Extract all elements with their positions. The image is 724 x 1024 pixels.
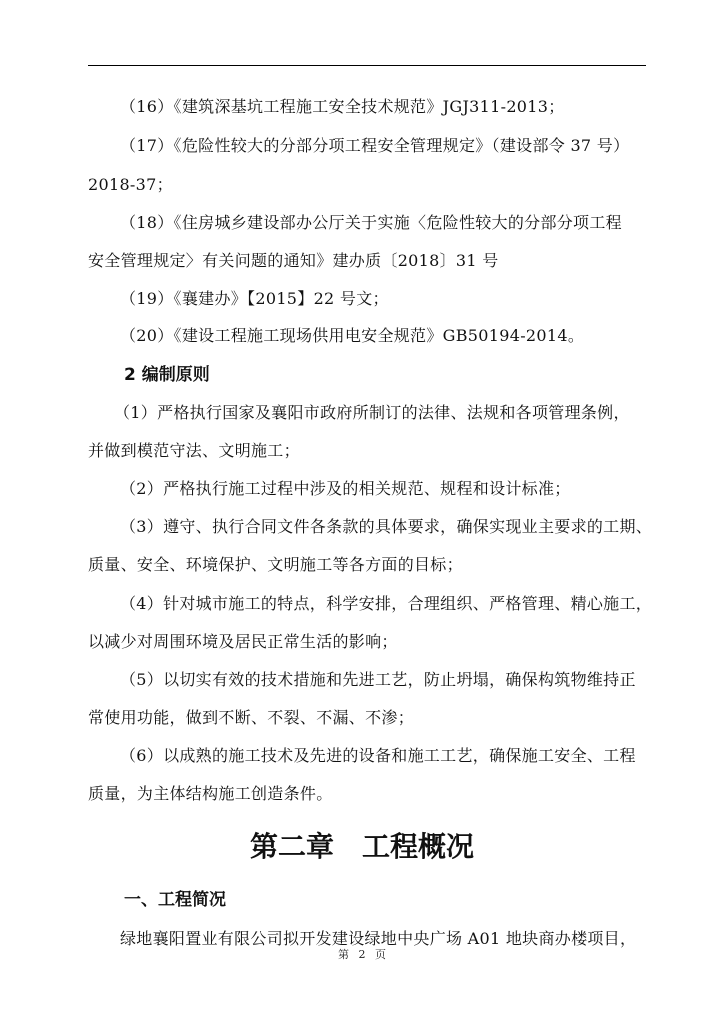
ref-17-cont: 2018-37； [88, 175, 173, 194]
principle-6: （6）以成熟的施工技术及先进的设备和施工工艺，确保施工安全、工程 [120, 746, 636, 765]
principle-1: （1）严格执行国家及襄阳市政府所制订的法律、法规和各项管理条例， [114, 403, 630, 422]
principle-4-cont: 以减少对周围环境及居民正常生活的影响； [88, 632, 398, 651]
section-heading: 2 编制原则 [124, 365, 210, 385]
principle-5: （5）以切实有效的技术措施和先进工艺，防止坍塌，确保构筑物维持正 [120, 670, 636, 689]
ref-17: （17）《危险性较大的分部分项工程安全管理规定》（建设部令 37 号） [120, 136, 630, 155]
principle-3: （3）遵守、执行合同文件各条款的具体要求，确保实现业主要求的工期、 [120, 517, 653, 536]
principle-4: （4）针对城市施工的特点，科学安排，合理组织、严格管理、精心施工， [120, 594, 653, 613]
chapter-title: 第二章 工程概况 [249, 830, 474, 863]
ref-20: （20）《建设工程施工现场供用电安全规范》GB50194-2014。 [120, 326, 585, 345]
principle-5-cont: 常使用功能，做到不断、不裂、不漏、不渗； [88, 708, 415, 727]
overview-paragraph: 绿地襄阳置业有限公司拟开发建设绿地中央广场 A01 地块商办楼项目， [120, 929, 637, 948]
principle-6-cont: 质量，为主体结构施工创造条件。 [88, 784, 333, 803]
subsection-heading: 一、工程简况 [124, 890, 226, 910]
ref-18: （18）《住房城乡建设部办公厅关于实施〈危险性较大的分部分项工程 [120, 213, 622, 232]
ref-19: （19）《襄建办》【2015】22 号文； [120, 289, 389, 308]
ref-16: （16）《建筑深基坑工程施工安全技术规范》JGJ311-2013； [120, 97, 565, 116]
principle-1-cont: 并做到模范守法、文明施工； [88, 441, 300, 460]
principle-2: （2）严格执行施工过程中涉及的相关规范、规程和设计标准； [120, 479, 571, 498]
principle-3-cont: 质量、安全、环境保护、文明施工等各方面的目标； [88, 555, 463, 574]
header-rule [88, 65, 646, 66]
page-number: 第 2 页 [338, 948, 386, 961]
ref-18-cont: 安全管理规定〉有关问题的通知》建办质〔2018〕31 号 [88, 251, 499, 270]
